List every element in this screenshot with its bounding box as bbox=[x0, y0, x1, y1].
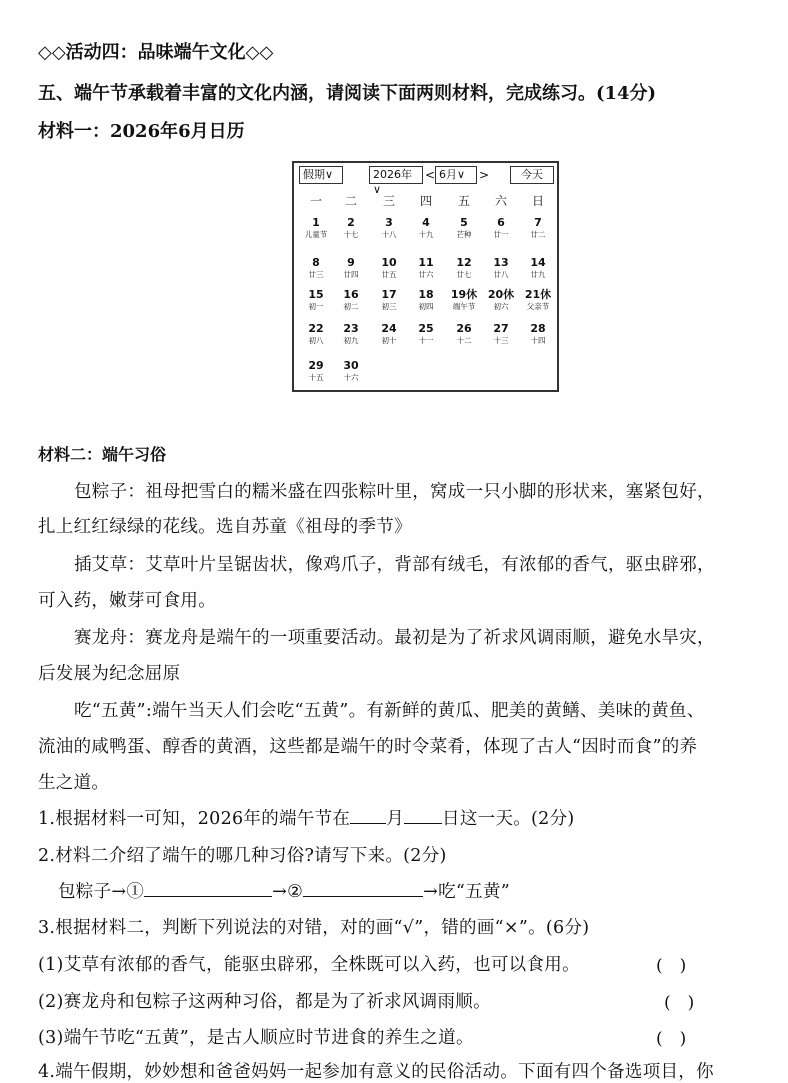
calendar-day-cell[interactable] bbox=[333, 359, 369, 383]
calendar-day-number: 17 bbox=[381, 288, 397, 301]
q1-text-c: 日这一天。(2分) bbox=[442, 809, 575, 829]
calendar-day-number: 5 bbox=[460, 216, 468, 229]
calendar-day-cell[interactable] bbox=[333, 322, 369, 346]
custom-paragraph-first-line: 赛龙舟：赛龙舟是端午的一项重要活动。最初是为了祈求风调雨顺，避免水旱灾， bbox=[74, 628, 715, 648]
weekday-label: 六 bbox=[494, 194, 507, 208]
calendar-day-number: 3 bbox=[385, 216, 393, 229]
calendar-lunar-label: 十九 bbox=[418, 230, 434, 239]
calendar-lunar-label: 廿三 bbox=[308, 270, 324, 279]
today-button[interactable]: 今天 bbox=[510, 166, 554, 184]
weekday-header bbox=[294, 192, 557, 210]
custom-paragraph-first-line: 吃“五黄”:端午当天人们会吃“五黄”。有新鲜的黄瓜、肥美的黄鳝、美味的黄鱼、 bbox=[74, 701, 705, 721]
calendar-lunar-label: 初四 bbox=[418, 302, 434, 311]
calendar-day-number: 27 bbox=[493, 322, 509, 335]
calendar-day-number: 14 bbox=[530, 256, 546, 269]
calendar-lunar-label: 十八 bbox=[381, 230, 397, 239]
calendar-day-number: 13 bbox=[493, 256, 509, 269]
custom-paragraph-first-line: 包粽子：祖母把雪白的糯米盛在四张粽叶里，窝成一只小脚的形状来，塞紧包好， bbox=[74, 482, 715, 502]
custom-paragraph-line: 生之道。 bbox=[38, 773, 110, 793]
calendar-day-cell[interactable] bbox=[298, 322, 334, 346]
q2-chain-end: →吃“五黄” bbox=[423, 882, 510, 902]
calendar-day-cell[interactable] bbox=[446, 288, 482, 312]
calendar-day-cell[interactable] bbox=[483, 322, 519, 346]
chevron-down-icon: ∨ bbox=[325, 168, 334, 181]
calendar-day-number: 22 bbox=[308, 322, 324, 335]
calendar-day-number: 25 bbox=[418, 322, 434, 335]
calendar-toolbar bbox=[294, 163, 557, 196]
custom-paragraph-line: 可入药，嫩芽可食用。 bbox=[38, 591, 216, 611]
calendar-lunar-label: 端午节 bbox=[452, 302, 476, 311]
calendar-day-cell[interactable] bbox=[333, 216, 369, 240]
calendar-day-number: 1 bbox=[312, 216, 320, 229]
custom-paragraph-first-line: 插艾草：艾草叶片呈锯齿状，像鸡爪子，背部有绒毛，有浓郁的香气，驱虫辟邪， bbox=[74, 555, 715, 575]
weekday-label: 三 bbox=[382, 194, 395, 208]
calendar-day-number: 21休 bbox=[524, 288, 552, 301]
weekday-label: 一 bbox=[309, 194, 322, 208]
calendar-day-cell[interactable] bbox=[483, 216, 519, 240]
calendar-day-cell[interactable] bbox=[298, 359, 334, 383]
calendar-day-number: 4 bbox=[422, 216, 430, 229]
q3-item-2-answer[interactable]: ( ) bbox=[664, 993, 695, 1013]
calendar-lunar-label: 十三 bbox=[493, 336, 509, 345]
calendar-lunar-label: 十七 bbox=[343, 230, 359, 239]
q1-month-blank[interactable] bbox=[350, 806, 386, 824]
calendar-day-cell[interactable] bbox=[371, 322, 407, 346]
q1-day-blank[interactable] bbox=[404, 806, 442, 824]
calendar-lunar-label: 廿四 bbox=[343, 270, 359, 279]
calendar-day-number: 16 bbox=[343, 288, 359, 301]
calendar-lunar-label: 廿八 bbox=[493, 270, 509, 279]
calendar-day-cell[interactable] bbox=[520, 216, 556, 240]
calendar-day-cell[interactable] bbox=[371, 288, 407, 312]
calendar-day-number: 23 bbox=[343, 322, 359, 335]
calendar-lunar-label: 初一 bbox=[308, 302, 324, 311]
calendar-day-number: 11 bbox=[418, 256, 434, 269]
q3-item-3-answer[interactable]: ( ) bbox=[656, 1029, 687, 1049]
calendar-day-cell[interactable] bbox=[520, 322, 556, 346]
calendar-day-cell[interactable] bbox=[408, 322, 444, 346]
calendar-day-number: 24 bbox=[381, 322, 397, 335]
chevron-down-icon: ∨ bbox=[373, 183, 382, 196]
calendar-lunar-label: 初三 bbox=[381, 302, 397, 311]
weekday-label: 四 bbox=[419, 194, 432, 208]
calendar-day-number: 28 bbox=[530, 322, 546, 335]
custom-paragraph-line: 流油的咸鸭蛋、醇香的黄酒，这些都是端午的时令菜肴，体现了古人“因时而食”的养 bbox=[38, 737, 698, 757]
q3-item-1-answer[interactable]: ( ) bbox=[656, 956, 687, 976]
calendar-day-number: 12 bbox=[456, 256, 472, 269]
calendar-lunar-label: 初十 bbox=[381, 336, 397, 345]
calendar-day-cell[interactable] bbox=[446, 322, 482, 346]
calendar-day-cell[interactable] bbox=[446, 256, 482, 280]
calendar-lunar-label: 十四 bbox=[530, 336, 546, 345]
calendar-lunar-label: 父亲节 bbox=[526, 302, 550, 311]
calendar-day-cell[interactable] bbox=[298, 256, 334, 280]
calendar-lunar-label: 初六 bbox=[493, 302, 509, 311]
calendar-lunar-label: 十六 bbox=[343, 373, 359, 382]
calendar-lunar-label: 廿九 bbox=[530, 270, 546, 279]
calendar-day-cell[interactable] bbox=[446, 216, 482, 240]
calendar-day-cell[interactable] bbox=[408, 216, 444, 240]
holiday-select[interactable] bbox=[299, 166, 343, 184]
calendar-lunar-label: 廿五 bbox=[381, 270, 397, 279]
material2-title: 材料二：端午习俗 bbox=[38, 445, 167, 464]
calendar-day-number: 29 bbox=[308, 359, 324, 372]
activity-title: ◇◇活动四：品味端午文化◇◇ bbox=[38, 42, 274, 63]
calendar-lunar-label: 初二 bbox=[343, 302, 359, 311]
month-select-label: 6月 bbox=[439, 168, 457, 181]
calendar-lunar-label: 儿童节 bbox=[304, 230, 328, 239]
calendar-day-cell[interactable] bbox=[483, 256, 519, 280]
calendar-day-cell[interactable] bbox=[333, 288, 369, 312]
custom-paragraph-line: 扎上红红绿绿的花线。选自苏童《祖母的季节》 bbox=[38, 517, 412, 537]
calendar-lunar-label: 十二 bbox=[456, 336, 472, 345]
year-select[interactable] bbox=[369, 166, 423, 196]
calendar-widget bbox=[292, 161, 559, 392]
calendar-lunar-label: 十五 bbox=[308, 373, 324, 382]
calendar-day-cell[interactable] bbox=[483, 288, 519, 312]
calendar-lunar-label: 初九 bbox=[343, 336, 359, 345]
chevron-down-icon: ∨ bbox=[457, 168, 466, 181]
weekday-label: 二 bbox=[344, 194, 357, 208]
calendar-lunar-label: 初八 bbox=[308, 336, 324, 345]
next-month-arrow[interactable]: > bbox=[479, 168, 490, 182]
q3-item-3: (3)端午节吃“五黄”，是古人顺应时节进食的养生之道。 bbox=[38, 1028, 474, 1048]
calendar-lunar-label: 廿六 bbox=[418, 270, 434, 279]
calendar-lunar-label: 廿一 bbox=[493, 230, 509, 239]
calendar-lunar-label: 廿七 bbox=[456, 270, 472, 279]
calendar-day-number: 26 bbox=[456, 322, 472, 335]
calendar-day-number: 7 bbox=[534, 216, 542, 229]
weekday-label: 五 bbox=[457, 194, 470, 208]
calendar-day-cell[interactable] bbox=[298, 288, 334, 312]
calendar-day-cell[interactable] bbox=[520, 288, 556, 312]
calendar-day-number: 10 bbox=[381, 256, 397, 269]
month-select[interactable] bbox=[435, 166, 477, 184]
calendar-day-cell[interactable] bbox=[408, 256, 444, 280]
calendar-lunar-label: 廿二 bbox=[530, 230, 546, 239]
calendar-day-number: 30 bbox=[343, 359, 359, 372]
calendar-lunar-label: 十一 bbox=[418, 336, 434, 345]
q1-text-a: 1.根据材料一可知，2026年的端午节在 bbox=[38, 809, 351, 829]
calendar-day-number: 6 bbox=[497, 216, 505, 229]
calendar-day-cell[interactable] bbox=[520, 256, 556, 280]
calendar-day-number: 20休 bbox=[487, 288, 515, 301]
calendar-lunar-label: 芒种 bbox=[456, 230, 472, 239]
q3-item-2: (2)赛龙舟和包粽子这两种习俗，都是为了祈求风调雨顺。 bbox=[38, 992, 491, 1012]
prev-month-arrow[interactable]: < bbox=[425, 168, 436, 182]
calendar-day-number: 9 bbox=[347, 256, 355, 269]
question-1 bbox=[38, 805, 575, 830]
calendar-day-cell[interactable] bbox=[371, 256, 407, 280]
q3-item-1: (1)艾草有浓郁的香气，能驱虫辟邪，全株既可以入药，也可以食用。 bbox=[38, 955, 580, 975]
calendar-day-number: 19休 bbox=[450, 288, 478, 301]
calendar-day-cell[interactable] bbox=[408, 288, 444, 312]
question-4: 4.端午假期，妙妙想和爸爸妈妈一起参加有意义的民俗活动。下面有四个备选项目，你 bbox=[38, 1062, 714, 1082]
q2-chain-mid: →② bbox=[272, 882, 304, 902]
calendar-day-number: 15 bbox=[308, 288, 324, 301]
question-2: 2.材料二介绍了端午的哪几种习俗?请写下来。(2分) bbox=[38, 846, 447, 866]
q2-blank-2[interactable] bbox=[303, 879, 423, 897]
calendar-day-number: 18 bbox=[418, 288, 434, 301]
weekday-label: 日 bbox=[531, 194, 544, 208]
calendar-day-number: 8 bbox=[312, 256, 320, 269]
calendar-day-cell[interactable] bbox=[298, 216, 334, 240]
q2-chain bbox=[58, 878, 510, 903]
q2-chain-start: 包粽子→① bbox=[58, 882, 145, 902]
custom-paragraph-line: 后发展为纪念屈原 bbox=[38, 664, 181, 684]
section-heading: 五、端午节承载着丰富的文化内涵，请阅读下面两则材料，完成练习。(14分) bbox=[38, 83, 657, 104]
material1-title: 材料一：2026年6月日历 bbox=[38, 121, 245, 142]
year-select-label: 2026年 bbox=[373, 168, 412, 181]
q1-text-b: 月 bbox=[386, 809, 405, 829]
q2-blank-1[interactable] bbox=[144, 879, 272, 897]
calendar-day-number: 2 bbox=[347, 216, 355, 229]
calendar-day-cell[interactable] bbox=[333, 256, 369, 280]
holiday-select-label: 假期 bbox=[303, 168, 325, 181]
question-3: 3.根据材料二，判断下列说法的对错，对的画“√”，错的画“×”。(6分) bbox=[38, 918, 590, 938]
calendar-day-cell[interactable] bbox=[371, 216, 407, 240]
